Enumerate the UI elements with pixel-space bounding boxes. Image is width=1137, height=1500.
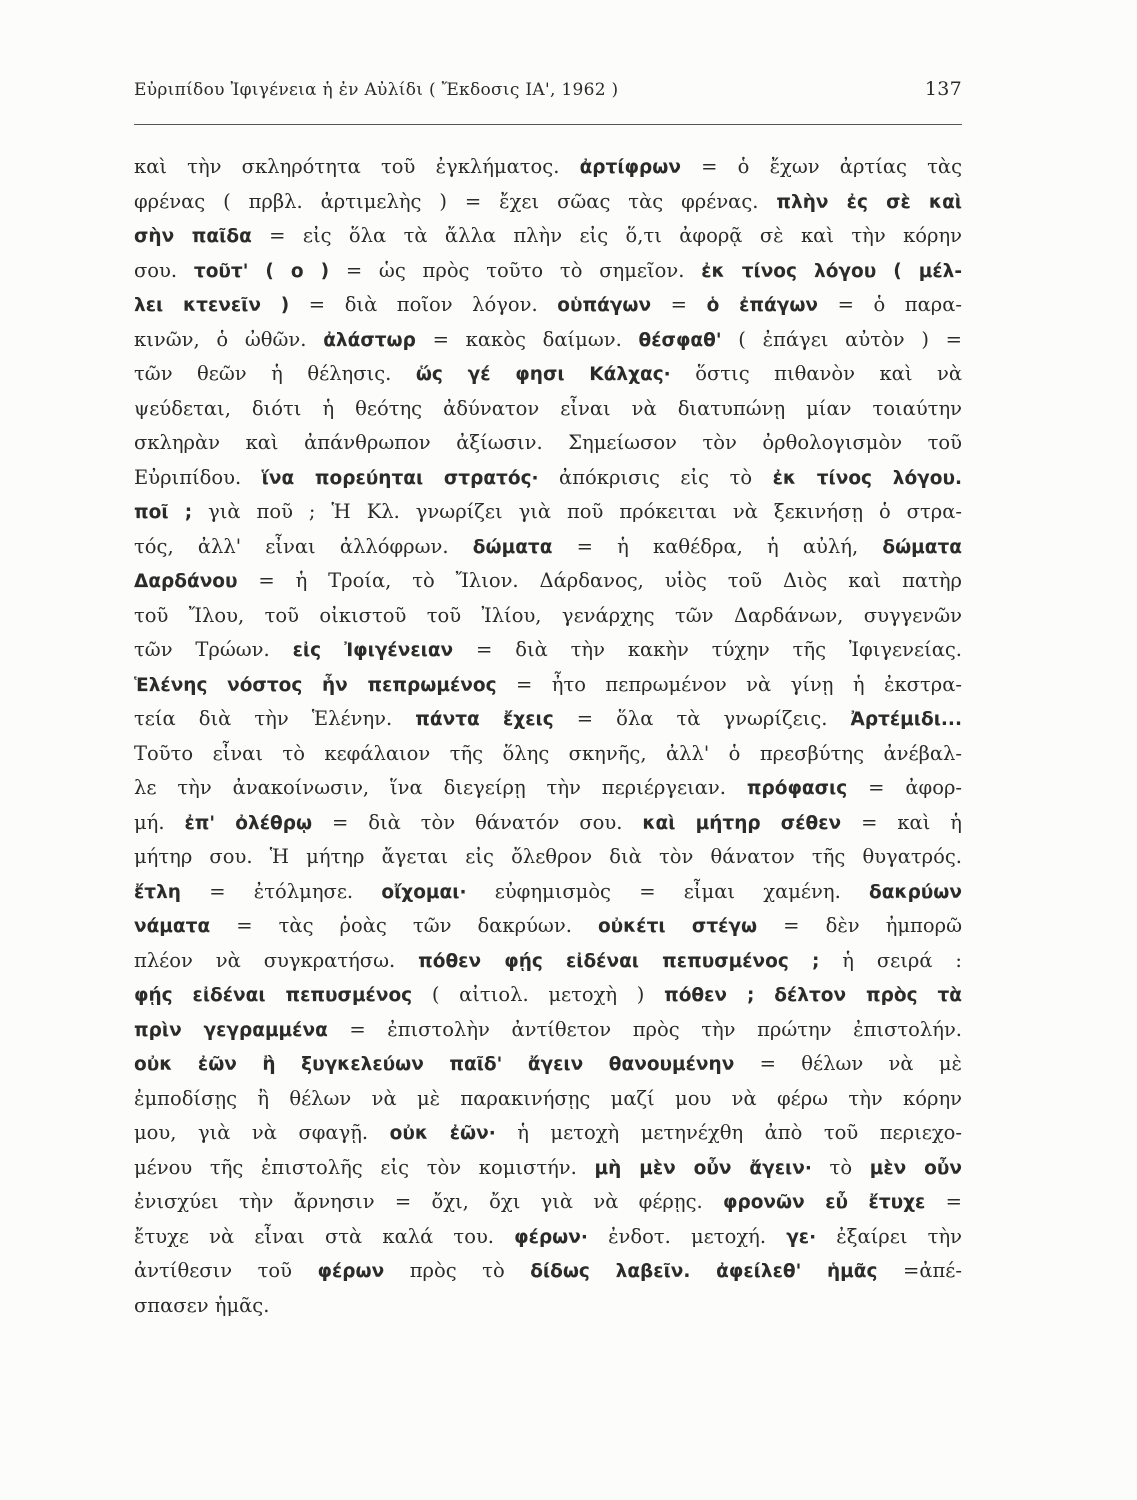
gloss-text: = ἦτο πεπρωμένον νὰ γίνῃ ἡ ἐκστρα- <box>496 672 963 696</box>
text-line <box>134 185 962 220</box>
header-rule <box>134 124 962 125</box>
gloss-text: Τοῦτο εἶναι τὸ κεφάλαιον τῆς ὅλης σκηνῆς, ἀλλ' ὁ πρεσβύτης ἀνέβαλ- <box>134 741 962 765</box>
gloss-text: τοῦ Ἴλου, τοῦ οἰκιστοῦ τοῦ Ἰλίου, γενάρχης τῶν Δαρδάνων, συγγενῶν <box>134 603 962 627</box>
text-line <box>134 599 962 634</box>
gloss-text: ( ἐπάγει αὐτὸν ) = <box>721 327 962 351</box>
lemma-term: πλὴν ἐς σὲ καὶ <box>776 191 962 213</box>
gloss-text: ἐνδοτ. μετοχή. <box>587 1224 787 1248</box>
text-line <box>134 875 962 910</box>
lemma-term: ἀρτίφρων <box>579 157 681 178</box>
text-line <box>134 461 962 496</box>
header-title: Εὐριπίδου Ἰφιγένεια ἡ ἐν Αὐλίδι ( Ἔκδοσις ΙΑ', 1962 ) <box>134 80 619 100</box>
gloss-text: ψεύδεται, διότι ἡ θεότης ἀδύνατον εἶναι νὰ διατυπώνῃ μίαν τοιαύτην <box>134 396 962 420</box>
gloss-text: ἀπόκρισις εἰς τὸ <box>538 465 773 489</box>
text-line <box>134 737 962 772</box>
text-line <box>134 633 962 668</box>
lemma-term: οἴχομαι· <box>381 881 467 903</box>
text-line <box>134 944 962 979</box>
lemma-term: οὐκέτι στέγω <box>597 916 758 937</box>
lemma-term: ἐκ τίνος λόγου ( μέλ- <box>701 260 963 282</box>
gloss-text: πρὸς τὸ <box>384 1259 531 1282</box>
gloss-text: σκληρὰν καὶ ἀπάνθρωπον ἀξίωσιν. Σημείωσον τὸν ὀρθολογισμὸν τοῦ <box>134 431 962 454</box>
lemma-term: ἀλάστωρ <box>323 329 416 351</box>
text-line <box>134 288 962 323</box>
gloss-text: ( αἰτιολ. μετοχὴ ) <box>412 983 665 1006</box>
lemma-term: μὴ μὲν οὖν ἄγειν· <box>594 1157 812 1179</box>
gloss-text: μήτηρ σου. Ἡ μήτηρ ἄγεται εἰς ὄλεθρον διὰ τὸν θάνατον τῆς θυγατρός. <box>134 845 962 868</box>
gloss-text: τεία διὰ τὴν Ἑλένην. <box>134 707 416 730</box>
gloss-text: = τὰς ῥοὰς τῶν δακρύων. <box>210 914 598 937</box>
gloss-text: = ἀφορ- <box>847 776 962 799</box>
lemma-term: πόθεν φῄς εἰδέναι πεπυσμένος ; <box>418 950 820 972</box>
gloss-text: = ὡς πρὸς τοῦτο τὸ σημεῖον. <box>329 258 702 282</box>
gloss-text: μου, γιὰ νὰ σφαγῇ. <box>134 1121 390 1144</box>
gloss-text: = εἰς ὅλα τὰ ἄλλα πλὴν εἰς ὅ,τι ἀφορᾷ σὲ καὶ τὴν κόρην <box>251 224 963 247</box>
text-line <box>134 840 962 875</box>
gloss-text: φρένας ( πρβλ. ἀρτιμελὴς ) = ἔχει σῶας τὰς φρένας. <box>134 189 777 213</box>
lemma-term: φέρων· <box>514 1226 588 1248</box>
text-line <box>134 1116 962 1151</box>
gloss-text: Εὐριπίδου. <box>134 465 262 489</box>
lemma-term: δώματα <box>882 536 962 558</box>
gloss-text: ἐξαίρει τὴν <box>816 1224 963 1248</box>
gloss-text: = <box>925 1190 962 1213</box>
gloss-text: =ἀπέ- <box>877 1259 962 1282</box>
lemma-term: ἔτλη <box>134 881 181 903</box>
lemma-term: λει κτενεῖν ) <box>134 295 290 316</box>
gloss-text: = θέλων νὰ μὲ <box>734 1052 963 1075</box>
text-line <box>134 1013 962 1048</box>
text-line <box>134 357 962 392</box>
gloss-text: ἐμποδίσῃς ἢ θέλων νὰ μὲ παρακινήσῃς μαζί μου νὰ φέρω τὴν κόρην <box>134 1086 962 1110</box>
gloss-text: ὅστις πιθανὸν καὶ νὰ <box>670 362 963 385</box>
text-line <box>134 1151 962 1186</box>
gloss-text: εὐφημισμὸς = εἶμαι χαμένη. <box>466 879 869 903</box>
lemma-term: οὐκ ἐῶν· <box>389 1123 496 1144</box>
lemma-term: ὥς γέ φησι Κάλχας· <box>415 364 671 385</box>
text-line <box>134 702 962 737</box>
text-line <box>134 564 962 599</box>
lemma-term: γε· <box>786 1226 817 1248</box>
text-line <box>134 150 962 185</box>
gloss-text: ἀντίθεσιν τοῦ <box>134 1259 318 1282</box>
text-line <box>134 530 962 565</box>
lemma-term: φρονῶν εὖ ἔτυχε <box>722 1192 926 1213</box>
running-header <box>134 78 962 100</box>
gloss-text: τῶν θεῶν ἡ θέλησις. <box>134 362 416 385</box>
lemma-term: πρὶν γεγραμμένα <box>134 1019 328 1041</box>
commentary-text <box>134 150 962 1323</box>
gloss-text: = δὲν ἠμπορῶ <box>757 914 962 937</box>
lemma-term: ἐπ' ὀλέθρῳ <box>184 812 313 834</box>
lemma-term: Ἀρτέμιδι... <box>850 709 962 730</box>
text-line <box>134 806 962 841</box>
lemma-term: ἵνα πορεύηται στρατός· <box>261 467 539 489</box>
lemma-term: πάντα ἔχεις <box>415 709 554 730</box>
lemma-term: δίδως λαβεῖν. ἀφείλεθ' ἡμᾶς <box>530 1261 878 1282</box>
lemma-term: τοῦτ' ( ο ) <box>193 260 330 282</box>
text-line <box>134 771 962 806</box>
lemma-term: θέσφαθ' <box>638 329 722 351</box>
lemma-term: οὑπάγων <box>557 295 652 316</box>
gloss-text: = ὁ παρα- <box>818 293 962 316</box>
gloss-text: σου. <box>134 258 194 282</box>
lemma-term: Δαρδάνου <box>134 571 238 592</box>
lemma-term: φῄς εἰδέναι πεπυσμένος <box>134 985 413 1006</box>
text-line <box>134 909 962 944</box>
text-line <box>134 392 962 427</box>
gloss-text: = διὰ τὸν θάνατόν σου. <box>312 810 643 834</box>
text-line <box>134 1185 962 1220</box>
lemma-term: δακρύων <box>869 881 962 903</box>
gloss-text: μένου τῆς ἐπιστολῆς εἰς τὸν κομιστήν. <box>134 1155 595 1179</box>
gloss-text: = διὰ ποῖον λόγον. <box>289 293 558 316</box>
text-line <box>134 668 962 703</box>
gloss-text: = ἐπιστολὴν ἀντίθετον πρὸς τὴν πρώτην ἐπιστολήν. <box>327 1017 962 1041</box>
gloss-text: = <box>651 293 707 316</box>
text-line <box>134 254 962 289</box>
text-line <box>134 495 962 530</box>
gloss-text: = διὰ τὴν κακὴν τύχην τῆς Ἰφιγενείας. <box>453 638 963 661</box>
text-line <box>134 323 962 358</box>
lemma-term: μὲν οὖν <box>869 1157 962 1179</box>
gloss-text: τῶν Τρώων. <box>134 638 293 661</box>
gloss-text: = ὅλα τὰ γνωρίζεις. <box>553 707 851 730</box>
lemma-term: πόθεν ; δέλτον πρὸς τὰ <box>664 985 962 1006</box>
lemma-term: φέρων <box>317 1261 385 1282</box>
text-line <box>134 219 962 254</box>
lemma-term: ἐκ τίνος λόγου. <box>772 467 962 489</box>
text-line <box>134 426 962 461</box>
gloss-text: = ἡ καθέδρα, ἡ αὐλή, <box>552 534 883 558</box>
lemma-term: εἰς Ἰφιγένειαν <box>292 640 454 661</box>
lemma-term: δώματα <box>472 536 553 558</box>
gloss-text: ἡ μετοχὴ μετηνέχθη ἀπὸ τοῦ περιεχο- <box>495 1121 963 1144</box>
gloss-text: πλέον νὰ συγκρατήσω. <box>134 948 419 972</box>
gloss-text: τός, ἀλλ' εἶναι ἀλλόφρων. <box>134 534 473 558</box>
gloss-text: ἔτυχε νὰ εἶναι στὰ καλά του. <box>134 1224 515 1248</box>
text-line <box>134 1254 962 1289</box>
gloss-text: = καὶ ἡ <box>841 810 962 834</box>
text-line <box>134 1047 962 1082</box>
lemma-term: σὴν παῖδα <box>134 226 252 247</box>
gloss-text: = κακὸς δαίμων. <box>415 327 639 351</box>
gloss-text: ἡ σειρά : <box>819 948 962 972</box>
gloss-text: ἐνισχύει τὴν ἄρνησιν = ὄχι, ὄχι γιὰ νὰ φέρῃς. <box>134 1190 723 1213</box>
text-line <box>134 978 962 1013</box>
lemma-term: ὁ ἐπάγων <box>706 295 819 316</box>
lemma-term: νάματα <box>134 916 211 937</box>
text-line <box>134 1082 962 1117</box>
gloss-text: μή. <box>134 810 185 834</box>
gloss-text: = ἡ Τροία, τὸ Ἴλιον. Δάρδανος, υἱὸς τοῦ Διὸς καὶ πατὴρ <box>237 569 962 592</box>
text-line <box>134 1220 962 1255</box>
lemma-term: οὐκ ἐῶν ἢ ξυγκελεύων παῖδ' ἄγειν θανουμένην <box>134 1054 735 1075</box>
gloss-text: τὸ <box>811 1155 870 1179</box>
text-line <box>134 1289 962 1324</box>
gloss-text: = ἐτόλμησε. <box>180 879 382 903</box>
gloss-text: = ὁ ἔχων ἀρτίας τὰς <box>680 155 962 178</box>
lemma-term: ποῖ ; <box>134 502 193 523</box>
gloss-text: κινῶν, ὁ ὠθῶν. <box>134 327 324 351</box>
lemma-term: πρόφασις <box>746 778 848 799</box>
gloss-text: καὶ τὴν σκληρότητα τοῦ ἐγκλήματος. <box>134 155 580 178</box>
gloss-text: σπασεν ἡμᾶς. <box>134 1293 270 1317</box>
page-number: 137 <box>924 78 962 100</box>
lemma-term: καὶ μήτηρ σέθεν <box>642 812 842 834</box>
gloss-text: λε τὴν ἀνακοίνωσιν, ἵνα διεγείρῃ τὴν περιέργειαν. <box>134 776 747 799</box>
gloss-text: γιὰ ποῦ ; Ἡ Κλ. γνωρίζει γιὰ ποῦ πρόκειται νὰ ξεκινήσῃ ὁ στρα- <box>192 500 962 523</box>
lemma-term: Ἑλένης νόστος ἦν πεπρωμένος <box>134 674 497 696</box>
